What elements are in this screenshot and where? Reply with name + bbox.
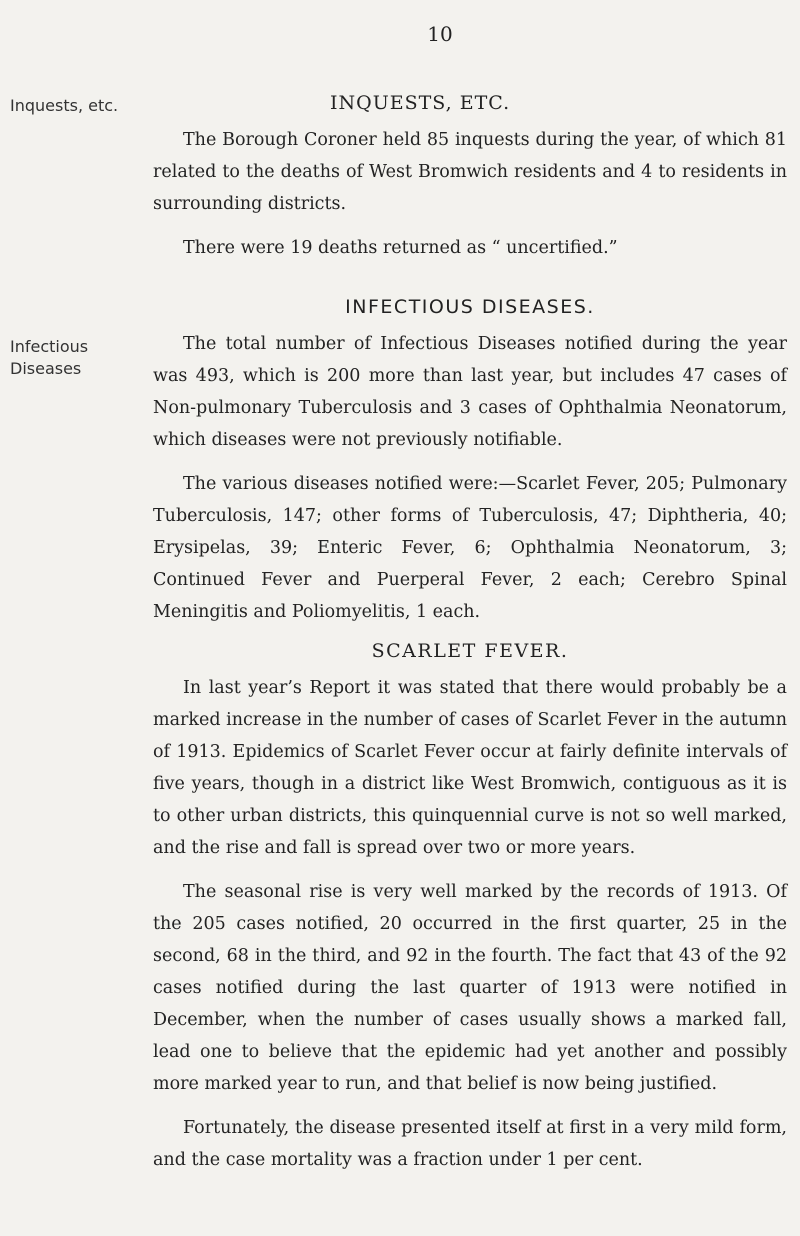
paragraph: The Borough Coroner held 85 inquests during the year, of which 81 related to the deaths of West Bromwich residents and 4 to residents in surrounding districts. [153,130,787,214]
margin-note-inquests: Inquests, etc. [10,96,119,115]
heading-inquests: INQUESTS, ETC. [330,92,511,114]
paragraph: The seasonal rise is very well marked by the records of 1913. Of the 205 cases notified, 20 occurred in the first quarter, 25 in the second, 68 in the third, and 92 in the fourth. The fact that 43 of the 92 cases notified during the last quarter of 1913 were notified in December, when the number of cases usually shows a marked fall, lead one to believe that the epidemic had yet another and possibly more marked year to run, and that belief is now being justified. [153,882,787,1094]
paragraph: There were 19 deaths returned as “ uncertified.” [183,238,618,258]
paragraph: In last year’s Report it was stated that there would probably be a marked increase in the number of cases of Scarlet Fever in the autumn of 1913. Epidemics of Scarlet Fever occur at fairly definite intervals of five years, though in a district like West Bromwich, contiguous as it is to other urban districts, this quinquennial curve is not so well marked, and the rise and fall is spread over two or more years. [153,678,787,858]
scarlet-body [153,672,787,1188]
paragraph: Fortunately, the disease presented itself at first in a very mild form, and the case mortality was a fraction under 1 per cent. [153,1118,787,1170]
margin-note-infectious [10,336,150,380]
margin-note-infectious-line2: Diseases [10,359,82,378]
heading-infectious-diseases: INFECTIOUS DISEASES. [345,296,595,318]
inquests-body [153,124,787,276]
paragraph: The various diseases notified were:—Scarlet Fever, 205; Pulmonary Tuberculosis, 147; other forms of Tuberculosis, 47; Diphtheria, 40; Erysipelas, 39; Enteric Fever, 6; Ophthalmia Neonatorum, 3; Continued Fever and Puerperal Fever, 2 each; Cerebro Spinal Meningitis and Poliomyelitis, 1 each. [153,474,787,622]
page-number: 10 [427,22,453,46]
infectious-body [153,328,787,640]
margin-note-infectious-line1: Infectious [10,337,89,356]
heading-scarlet-fever: SCARLET FEVER. [371,640,569,662]
paragraph: The total number of Infectious Diseases notified during the year was 493, which is 200 more than last year, but includes 47 cases of Non-pulmonary Tuberculosis and 3 cases of Ophthalmia Neonatorum, which diseases were not previously notifiable. [153,334,787,450]
